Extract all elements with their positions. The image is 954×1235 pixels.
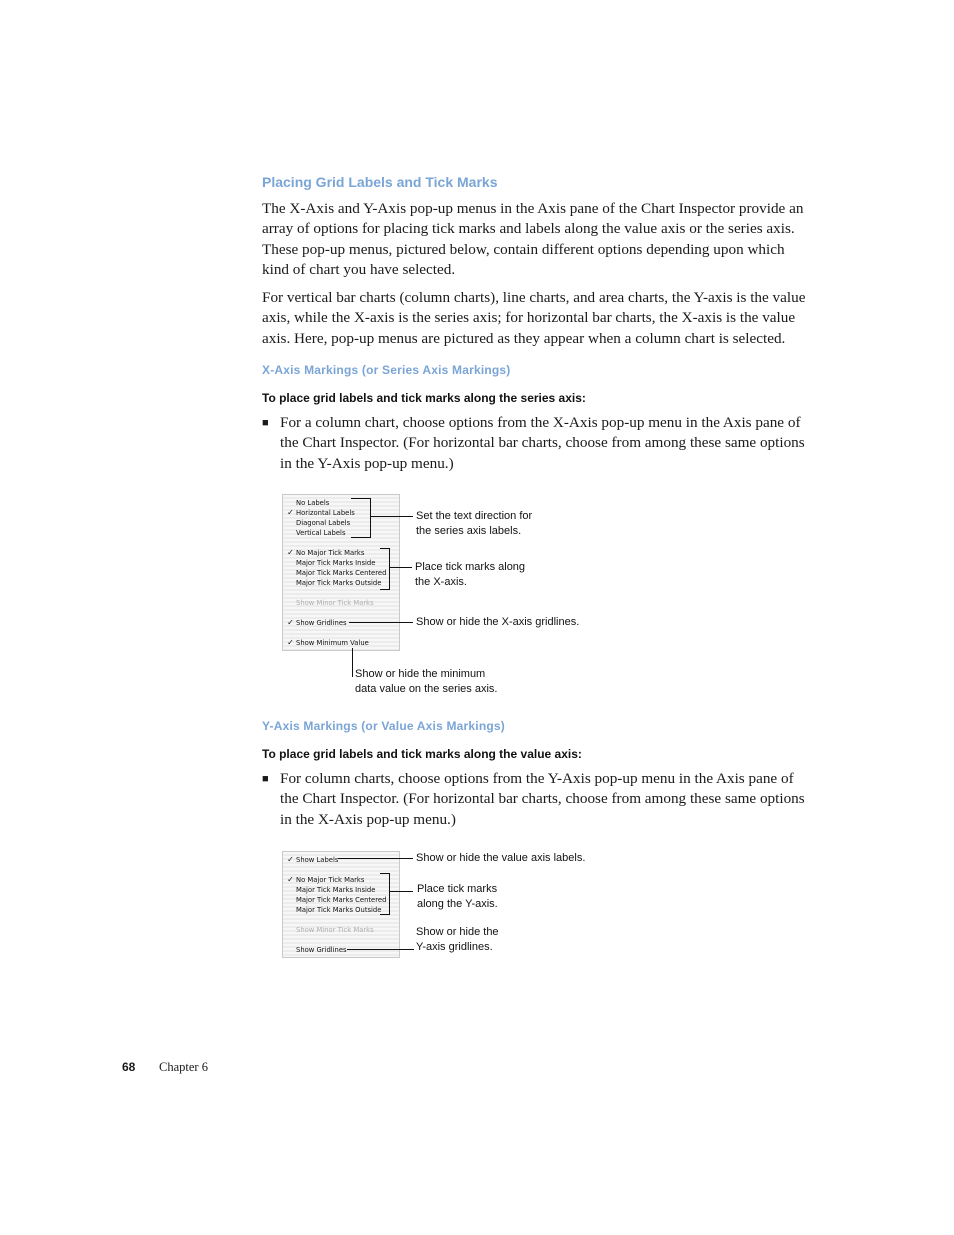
xaxis-bullet-text: For a column chart, choose options from the X-Axis pop-up menu in the Axis pane of the Chart Inspector. (For horizontal bar charts, choose from among these same options in the Y-Axis pop-up menu.) [280,414,805,472]
yaxis-bullet-text: For column charts, choose options from the Y-Axis pop-up menu in the Axis pane of the Chart Inspector. (For horizontal bar charts, choose from among these same options in the X-Axis pop-up menu.) [280,770,805,828]
xaxis-ticks-callout: Place tick marks along the X-axis. [415,561,526,588]
yaxis-bullet-item [262,769,807,830]
yaxis-gridlines-callout: Show or hide the Y-axis gridlines. [416,926,499,953]
checkmark-icon: ✓ [287,548,294,557]
menu-item-major-tick-marks-inside[interactable]: Major Tick Marks Inside [296,559,376,567]
xaxis-task-heading: To place grid labels and tick marks along the series axis: [262,391,586,405]
yaxis-section-title: Y-Axis Markings (or Value Axis Markings) [262,719,505,733]
bullet-square-icon: ■ [262,417,269,429]
xaxis-minimum-leader [352,648,353,677]
menu-item-no-major-tick-marks[interactable]: ✓ No Major Tick Marks [287,548,365,557]
menu-item-diagonal-labels[interactable]: Diagonal Labels [296,519,351,527]
page-number: 68 [122,1060,136,1074]
checkmark-icon: ✓ [287,855,294,864]
xaxis-popup-menu [282,494,400,651]
xaxis-gridlines-callout: Show or hide the X-axis gridlines. [416,616,580,628]
checkmark-icon: ✓ [287,508,294,517]
menu-item-no-labels[interactable]: No Labels [296,499,330,507]
checkmark-icon: ✓ [287,875,294,884]
yaxis-ticks-callout: Place tick marks along the Y-axis. [417,883,498,910]
xaxis-bullet-item [262,413,807,474]
menu-item-show-minor-tick-marks: Show Minor Tick Marks [296,599,374,607]
yaxis-task-heading: To place grid labels and tick marks along the value axis: [262,747,582,761]
menu-item-show-minor-tick-marks: Show Minor Tick Marks [296,926,374,934]
menu-item-major-tick-marks-inside[interactable]: Major Tick Marks Inside [296,886,376,894]
menu-item-horizontal-labels[interactable]: ✓ Horizontal Labels [287,508,355,517]
chapter-label: Chapter 6 [159,1060,208,1074]
menu-item-show-labels[interactable]: ✓ Show Labels [287,855,339,864]
menu-item-no-major-tick-marks[interactable]: ✓ No Major Tick Marks [287,875,365,884]
checkmark-icon: ✓ [287,638,294,647]
menu-item-major-tick-marks-outside[interactable]: Major Tick Marks Outside [296,579,382,587]
menu-item-major-tick-marks-centered[interactable]: Major Tick Marks Centered [296,896,387,904]
xaxis-minimum-callout: Show or hide the minimum data value on the series axis. [355,668,498,695]
intro-paragraph-2: For vertical bar charts (column charts), line charts, and area charts, the Y-axis is the value axis, while the X-axis is the series axis; for horizontal bar charts, the X-axis is the value axis. Here, pop-up menus are pictured as they appear when a column chart is selected. [262,289,806,347]
intro-paragraph-1: The X-Axis and Y-Axis pop-up menus in the Axis pane of the Chart Inspector provide an array of options for placing tick marks and labels along the value axis or the series axis. These pop-up menus, pictured below, contain different options depending upon which kind of chart you have selected. [262,200,804,278]
menu-item-major-tick-marks-centered[interactable]: Major Tick Marks Centered [296,569,387,577]
yaxis-gridlines-leader [347,949,414,950]
xaxis-section-title: X-Axis Markings (or Series Axis Markings) [262,363,511,377]
bullet-square-icon: ■ [262,773,269,785]
yaxis-labels-callout: Show or hide the value axis labels. [416,852,586,864]
menu-item-show-gridlines[interactable]: Show Gridlines [296,946,347,954]
menu-item-major-tick-marks-outside[interactable]: Major Tick Marks Outside [296,906,382,914]
section-title: Placing Grid Labels and Tick Marks [262,174,498,190]
checkmark-icon: ✓ [287,618,294,627]
menu-item-show-minimum-value[interactable]: ✓ Show Minimum Value [287,638,369,647]
yaxis-popup-menu [282,851,400,958]
xaxis-labels-callout: Set the text direction for the series axis labels. [416,510,533,537]
menu-item-vertical-labels[interactable]: Vertical Labels [296,529,346,537]
menu-item-show-gridlines[interactable]: ✓ Show Gridlines [287,618,347,627]
yaxis-labels-leader [338,858,413,859]
xaxis-gridlines-leader [349,622,413,623]
